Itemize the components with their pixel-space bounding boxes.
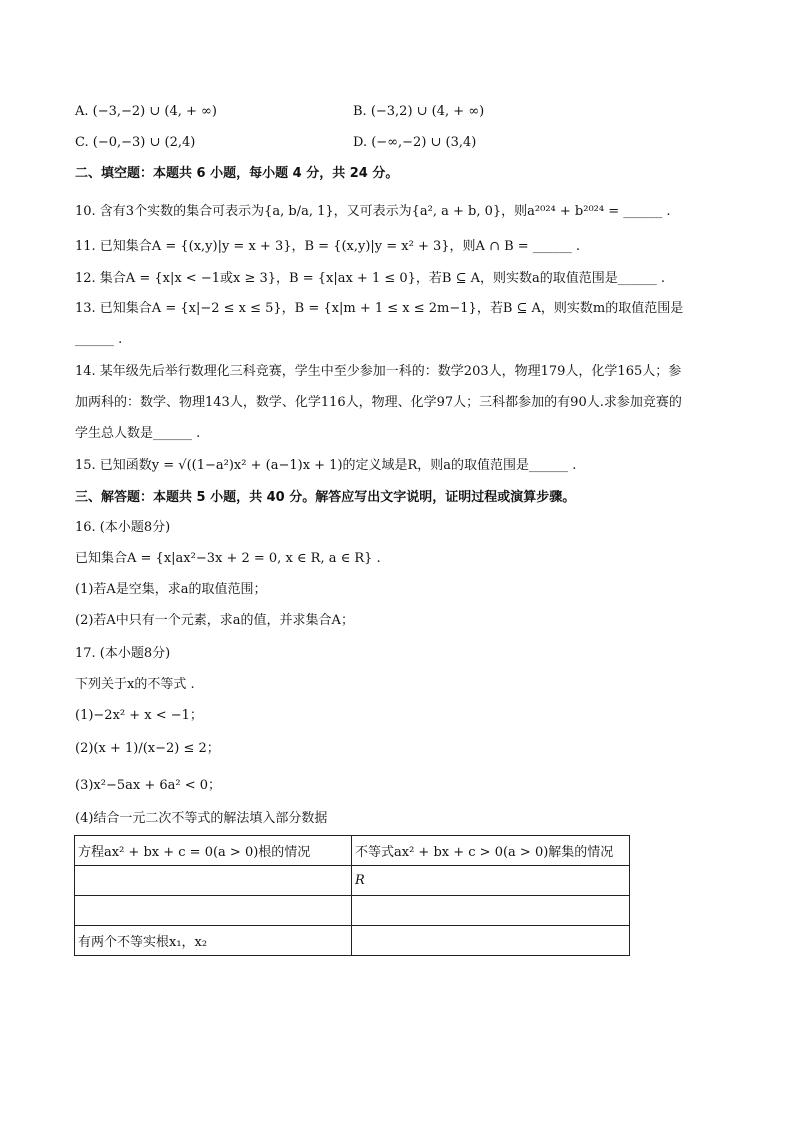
table-row <box>75 866 630 896</box>
table-header-left: 方程ax² + bx + c = 0(a > 0)根的情况 <box>75 836 352 866</box>
question-11: 11. 已知集合A = {(x,y)|y = x + 3}，B = {(x,y)|y = x² + 3}，则A ∩ B = ______ . <box>75 239 581 254</box>
q9-options-row-2 <box>75 134 635 152</box>
question-17-part-3: (3)x²−5ax + 6a² < 0； <box>75 778 222 793</box>
question-14-line-3: 学生总人数是______ . <box>75 426 201 441</box>
question-14-line-1: 14. 某年级先后举行数理化三科竞赛，学生中至少参加一科的：数学203人，物理179人，化学165人；参 <box>75 364 682 379</box>
question-14-line-2: 加两科的：数学、物理143人，数学、化学116人，物理、化学97人；三科都参加的有90人.求参加竞赛的 <box>75 395 682 410</box>
question-17-part-4: (4)结合一元二次不等式的解法填入部分数据 <box>75 811 328 826</box>
option-c[interactable]: C. (−0,−3) ∪ (2,4) <box>75 135 196 150</box>
question-10: 10. 含有3个实数的集合可表示为{a, b/a, 1}，又可表示为{a², a + b, 0}，则a²⁰²⁴ + b²⁰²⁴ = ______ . <box>75 204 671 219</box>
option-d[interactable]: D. (−∞,−2) ∪ (3,4) <box>353 135 477 150</box>
question-16-stem: 已知集合A = {x|ax²−3x + 2 = 0, x ∈ R, a ∈ R} . <box>75 551 381 566</box>
question-15: 15. 已知函数y = √((1−a²)x² + (a−1)x + 1)的定义域是R，则a的取值范围是______ . <box>75 458 577 473</box>
question-13-line-2: ______ . <box>75 332 123 347</box>
question-17-stem: 下列关于x的不等式 . <box>75 677 195 692</box>
question-16-part-1: (1)若A是空集，求a的取值范围； <box>75 582 267 597</box>
table-cell[interactable] <box>352 896 630 926</box>
question-13-line-1: 13. 已知集合A = {x|−2 ≤ x ≤ 5}，B = {x|m + 1 ≤ x ≤ 2m−1}，若B ⊆ A，则实数m的取值范围是 <box>75 301 684 316</box>
section2-heading: 二、填空题：本题共 6 小题，每小题 4 分，共 24 分。 <box>75 166 399 181</box>
question-17-title: 17. (本小题8分) <box>75 646 171 661</box>
section3-heading: 三、解答题：本题共 5 小题，共 40 分。解答应写出文字说明，证明过程或演算步骤。 <box>75 490 576 505</box>
table-header-row <box>75 836 630 866</box>
table-header-right: 不等式ax² + bx + c > 0(a > 0)解集的情况 <box>352 836 630 866</box>
question-16-part-2: (2)若A中只有一个元素，求a的值，并求集合A； <box>75 613 354 628</box>
q9-options-row-1 <box>75 103 635 121</box>
table-cell[interactable]: 有两个不等实根x₁，x₂ <box>75 926 352 956</box>
question-17-part-2: (2)(x + 1)/(x−2) ≤ 2； <box>75 741 220 756</box>
question-16-title: 16. (本小题8分) <box>75 520 171 535</box>
table-row <box>75 896 630 926</box>
option-b[interactable]: B. (−3,2) ∪ (4, + ∞) <box>353 104 485 119</box>
table-cell[interactable] <box>75 896 352 926</box>
table-cell[interactable]: R <box>352 866 630 896</box>
table-cell[interactable] <box>75 866 352 896</box>
option-a[interactable]: A. (−3,−2) ∪ (4, + ∞) <box>75 104 217 119</box>
question-17-part-1: (1)−2x² + x < −1； <box>75 708 203 723</box>
question-12: 12. 集合A = {x|x < −1或x ≥ 3}，B = {x|ax + 1 ≤ 0}，若B ⊆ A，则实数a的取值范围是______ . <box>75 271 666 286</box>
quadratic-inequality-table <box>74 835 630 956</box>
table-row <box>75 926 630 956</box>
table-cell[interactable] <box>352 926 630 956</box>
